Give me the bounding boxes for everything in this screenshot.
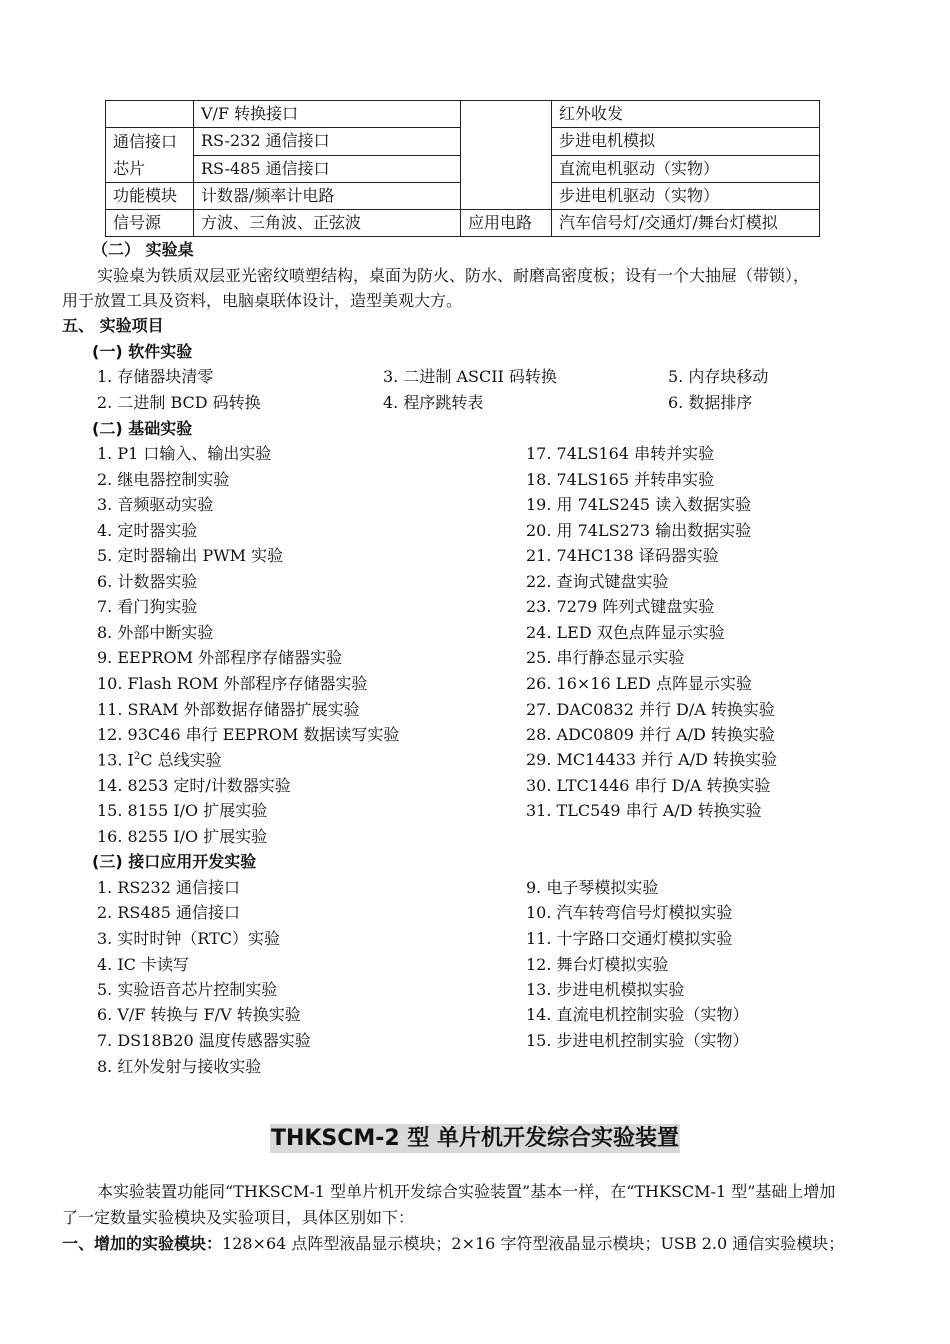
table-cell: 计数器/频率计电路 [194,183,461,210]
desk-heading: （二） 实验桌 [92,240,194,259]
comm-chip-label-line2: 芯片 [113,159,146,178]
software-item: 4. 程序跳转表 [383,393,484,412]
list-item: 5. 定时器输出 PWM 实验 [97,546,284,565]
list-item: 14. 直流电机控制实验（实物） [526,1005,749,1024]
table-cell: 功能模块 [106,183,194,210]
list-item: 9. EEPROM 外部程序存储器实验 [97,648,343,667]
list-item: 15. 步进电机控制实验（实物） [526,1031,749,1050]
section5-heading: 五、 实验项目 [62,316,164,335]
list-item: 24. LED 双色点阵显示实验 [526,623,725,642]
basic-heading: (二) 基础实验 [92,419,193,438]
table-cell: 应用电路 [461,210,552,237]
i2c-prefix: 13. I [97,750,134,770]
table-cell: 步进电机模拟 [552,128,820,156]
desk-paragraph-line2: 用于放置工具及资料，电脑桌联体设计，造型美观大方。 [62,291,463,310]
list-item: 10. Flash ROM 外部程序存储器实验 [97,674,368,693]
product2-paragraph-line1: 本实验装置功能同“THKSCM-1 型单片机开发综合实验装置”基本一样，在“THKSCM-1 型”基础上增加 [97,1182,836,1201]
list-item: 6. 计数器实验 [97,572,198,591]
list-item: 11. 十字路口交通灯模拟实验 [526,929,733,948]
list-item: 1. RS232 通信接口 [97,878,240,897]
list-item: 23. 7279 阵列式键盘实验 [526,597,715,616]
table-cell: 汽车信号灯/交通灯/舞台灯模拟 [552,210,820,237]
i2c-suffix: C 总线实验 [140,750,222,770]
list-item: 12. 舞台灯模拟实验 [526,955,669,974]
list-item: 11. SRAM 外部数据存储器扩展实验 [97,700,360,719]
list-item: 19. 用 74LS245 读入数据实验 [526,495,752,514]
list-item: 8. 红外发射与接收实验 [97,1057,262,1076]
list-item: 2. RS485 通信接口 [97,903,240,922]
software-heading: (一) 软件实验 [92,342,193,361]
comm-chip-label-line1: 通信接口 [113,132,178,151]
list-item: 15. 8155 I/O 扩展实验 [97,801,268,820]
list-item: 5. 实验语音芯片控制实验 [97,980,278,999]
product2-title [0,1128,950,1150]
table-cell: RS-232 通信接口 [194,128,461,156]
list-item: 1. P1 口输入、输出实验 [97,444,272,463]
list-item: 13. 步进电机模拟实验 [526,980,685,999]
table-cell: 步进电机驱动（实物） [552,183,820,210]
list-item: 3. 音频驱动实验 [97,495,214,514]
table-cell: RS-485 通信接口 [194,155,461,183]
list-item: 12. 93C46 串行 EEPROM 数据读写实验 [97,725,400,744]
list-item: 14. 8253 定时/计数器实验 [97,776,291,795]
software-item: 2. 二进制 BCD 码转换 [97,393,261,412]
list-item: 7. DS18B20 温度传感器实验 [97,1031,311,1050]
list-item: 27. DAC0832 并行 D/A 转换实验 [526,700,775,719]
list-item: 3. 实时时钟（RTC）实验 [97,929,281,948]
table-cell: 红外收发 [552,101,820,128]
list-item: 30. LTC1446 串行 D/A 转换实验 [526,776,771,795]
added-modules-line [62,1236,844,1252]
desk-paragraph-line1: 实验桌为铁质双层亚光密纹喷塑结构，桌面为防火、防水、耐磨高密度板；设有一个大抽屉（带锁）， [97,266,810,285]
table-cell [106,101,194,128]
table-row [106,101,820,128]
list-item: 7. 看门狗实验 [97,597,198,616]
table-cell: 方波、三角波、正弦波 [194,210,461,237]
software-item: 3. 二进制 ASCII 码转换 [383,367,557,386]
list-item: 10. 汽车转弯信号灯模拟实验 [526,903,733,922]
list-item: 18. 74LS165 并转串实验 [526,470,715,489]
list-item: 2. 继电器控制实验 [97,470,230,489]
list-item: 8. 外部中断实验 [97,623,214,642]
list-item: 4. IC 卡读写 [97,955,190,974]
list-item: 9. 电子琴模拟实验 [526,878,659,897]
list-item: 29. MC14433 并行 A/D 转换实验 [526,750,778,769]
added-modules-label: 一、增加的实验模块： [62,1234,223,1253]
list-item-i2c [97,752,222,768]
software-item: 1. 存储器块清零 [97,367,214,386]
list-item: 26. 16×16 LED 点阵显示实验 [526,674,752,693]
list-item: 22. 查询式键盘实验 [526,572,669,591]
product2-paragraph-line2: 了一定数量实验模块及实验项目，具体区别如下： [62,1208,415,1227]
table-cell: 信号源 [106,210,194,237]
spec-table [105,100,820,237]
software-item: 6. 数据排序 [668,393,753,412]
i2c-superscript: 2 [133,751,141,762]
software-item: 5. 内存块移动 [668,367,769,386]
list-item: 28. ADC0809 并行 A/D 转换实验 [526,725,775,744]
list-item: 6. V/F 转换与 F/V 转换实验 [97,1005,301,1024]
interface-heading: (三) 接口应用开发实验 [92,852,257,871]
table-cell: 直流电机驱动（实物） [552,155,820,183]
table-cell [461,101,552,210]
list-item: 31. TLC549 串行 A/D 转换实验 [526,801,762,820]
table-cell: V/F 转换接口 [194,101,461,128]
list-item: 16. 8255 I/O 扩展实验 [97,827,268,846]
list-item: 25. 串行静态显示实验 [526,648,685,667]
product2-title-text: THKSCM-2 型 单片机开发综合实验装置 [270,1126,680,1151]
table-row [106,210,820,237]
comm-chip-cell [106,128,194,183]
list-item: 4. 定时器实验 [97,521,198,540]
list-item: 20. 用 74LS273 输出数据实验 [526,521,752,540]
added-modules-text: 128×64 点阵型液晶显示模块；2×16 字符型液晶显示模块；USB 2.0 通信实验模块； [222,1234,845,1253]
list-item: 21. 74HC138 译码器实验 [526,546,719,565]
list-item: 17. 74LS164 串转并实验 [526,444,715,463]
